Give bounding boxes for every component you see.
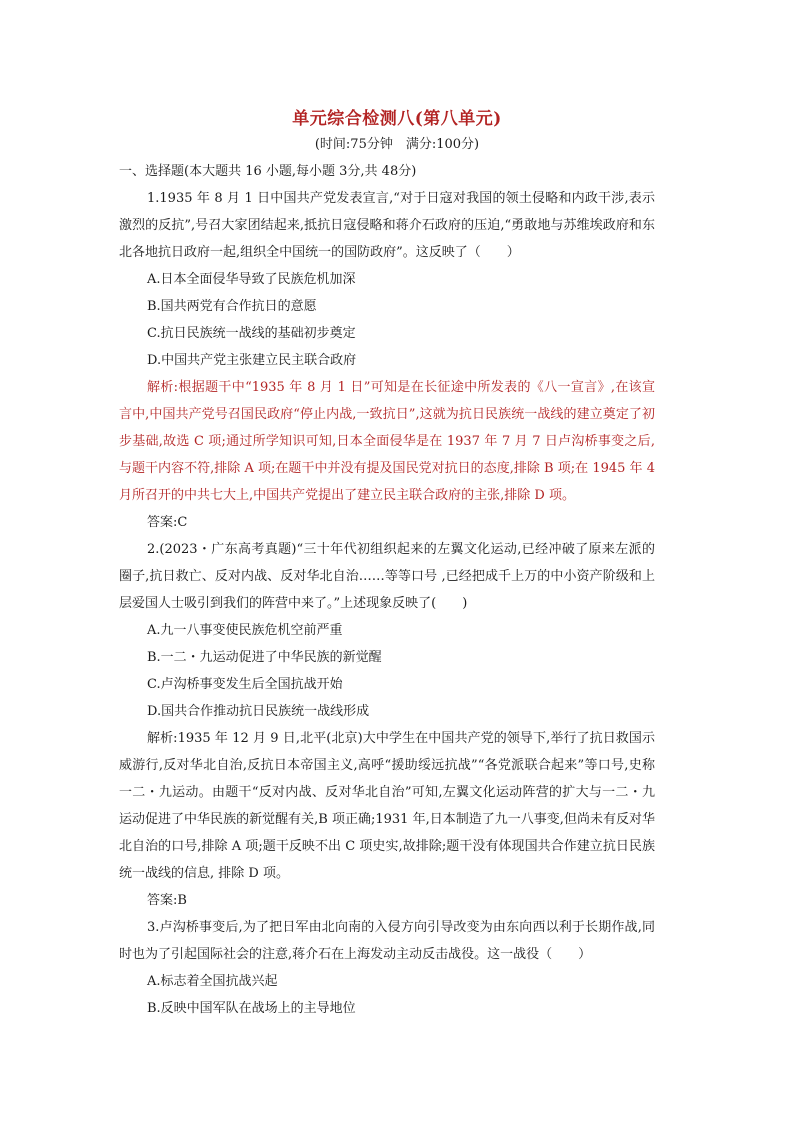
question-1-stem: 1.1935 年 8 月 1 日中国共产党发表宣言,“对于日寇对我国的领土侵略和内政干涉,表示激烈的反抗”,号召大家团结起来,抵抗日寇侵略和蒋介石政府的压迫,“勇敢地与苏维埃政府和东北各地抗日政府一起,组织全中国统一的国防政府”。这反映了（ ） (119, 191, 655, 260)
question-3-option-b: B.反映中国军队在战场上的主导地位 (147, 1001, 356, 1016)
question-2-answer: 答案:B (147, 893, 187, 908)
question-1-option-b: B.国共两党有合作抗日的意愿 (147, 299, 317, 314)
section-heading: 一、选择题(本大题共 16 小题,每小题 3分,共 48分) (119, 164, 417, 179)
question-2-option-a: A.九一八事变使民族危机空前严重 (147, 623, 343, 638)
question-1-option-a: A.日本全面侵华导致了民族危机加深 (147, 272, 356, 287)
question-3-option-a: A.标志着全国抗战兴起 (147, 974, 278, 989)
question-1-answer: 答案:C (147, 515, 188, 530)
page-title: 单元综合检测八(第八单元) (292, 109, 502, 129)
page-subtitle: (时间:75分钟 满分:100分) (314, 137, 480, 152)
question-1-option-c: C.抗日民族统一战线的基础初步奠定 (147, 326, 356, 341)
question-2-analysis: 解析:1935 年 12 月 9 日,北平(北京)大中学生在中国共产党的领导下,举行了抗日救国示威游行,反对华北自治,反抗日本帝国主义,高呼“援助绥远抗战”“各党派联合起来”等口号,史称一二・九运动。由题干“反对内战、反对华北自治”可知,左翼文化运动阵营的扩大与一二・九运动促进了中华民族的新觉醒有关,B 项正确;1931 年,日本制造了九一八事变,但尚未有反对华北自治的口号,排除 A 项;题干反映不出 C 项史实,故排除;题干没有体现国共合作建立抗日民族统一战线的信息, 排除 D 项。 (119, 731, 655, 881)
question-1-option-d: D.中国共产党主张建立民主联合政府 (147, 353, 357, 368)
question-2-option-b: B.一二・九运动促进了中华民族的新觉醒 (147, 650, 382, 665)
question-1-analysis: 解析:根据题干中“1935 年 8 月 1 日”可知是在长征途中所发表的《八一宣言》,在该宣言中,中国共产党号召国民政府“停止内战,一致抗日”,这就为抗日民族统一战线的建立奠定了初步基础,故选 C 项;通过所学知识可知,日本全面侵华是在 1937 年 7 月 7 日卢沟桥事变之后,与题干内容不符,排除 A 项;在题干中并没有提及国民党对抗日的态度,排除 B 项;在 1945 年 4 月所召开的中共七大上,中国共产党提出了建立民主联合政府的主张,排除 D 项。 (119, 380, 655, 503)
document-content (119, 158, 655, 1022)
question-2-option-c: C.卢沟桥事变发生后全国抗战开始 (147, 677, 343, 692)
question-3-stem: 3.卢沟桥事变后,为了把日军由北向南的入侵方向引导改变为由东向西以利于长期作战,同时也为了引起国际社会的注意,蒋介石在上海发动主动反击战役。这一战役（ ） (119, 920, 655, 962)
question-2-option-d: D.国共合作推动抗日民族统一战线形成 (147, 704, 370, 719)
question-2-stem: 2.(2023・广东高考真题)“三十年代初组织起来的左翼文化运动,已经冲破了原来左派的圈子,抗日救亡、反对内战、反对华北自治……等等口号 ,已经把成千上万的中小资产阶级和上层爱国人士吸引到我们的阵营中来了。”上述现象反映了( ) (119, 542, 655, 611)
